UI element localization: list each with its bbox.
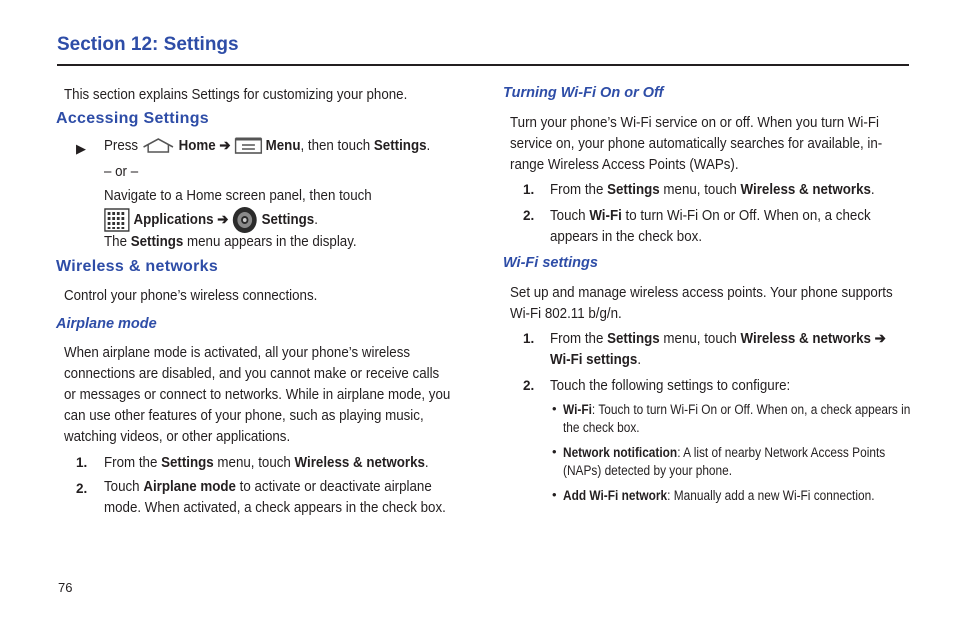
period: . xyxy=(870,182,875,198)
period: . xyxy=(637,352,642,368)
bullet-wifi xyxy=(563,400,910,419)
bullet-text: : A list of nearby Network Access Points xyxy=(677,445,886,460)
settings-label: Settings xyxy=(261,211,315,228)
home-icon xyxy=(142,137,175,155)
wifi-settings-paragraph-line-2: Wi-Fi 802.11 b/g/n. xyxy=(510,306,622,322)
settings-gear-icon xyxy=(232,206,258,234)
wifi-settings-step-2: Touch the following settings to configure: xyxy=(550,378,791,394)
airplane-paragraph-line-4: can use other features of your phone, such as playing music, xyxy=(64,408,424,424)
airplane-paragraph-line-3: or messages or connect to networks. While in airplane mode, you xyxy=(64,387,451,403)
turning-paragraph-line-3: range Wireless Access Points (WAPs). xyxy=(510,157,739,173)
wireless-networks-label: Wireless & networks xyxy=(294,455,425,471)
turning-paragraph-line-2: service on, your phone automatically searches for available, in- xyxy=(510,136,883,152)
step-text: menu, touch xyxy=(213,455,295,471)
heading-turning-wifi: Turning Wi-Fi On or Off xyxy=(503,85,664,101)
step-text: Touch xyxy=(550,208,590,224)
airplane-mode-label: Airplane mode xyxy=(143,479,236,495)
section-title: Section 12: Settings xyxy=(57,34,239,55)
heading-wireless-networks: Wireless & networks xyxy=(56,258,219,275)
bullet-dot: • xyxy=(552,401,557,416)
navigate-text: Navigate to a Home screen panel, then touch xyxy=(104,188,372,204)
menu-label: Menu xyxy=(265,138,301,154)
wifi-settings-step-1 xyxy=(550,329,886,350)
wifi-label: Wi-Fi xyxy=(589,208,622,224)
bullet-dot: • xyxy=(552,487,557,502)
settings-label: Settings xyxy=(607,331,660,347)
bullet-text: : Touch to turn Wi-Fi On or Off. When on, a check appears in xyxy=(591,402,911,417)
turning-step-1 xyxy=(550,180,875,201)
press-text: Press xyxy=(104,138,139,154)
then-touch-text: , then touch xyxy=(300,138,374,154)
wifi-settings-step-1-line-2 xyxy=(550,350,641,371)
step-text: to activate or deactivate airplane xyxy=(235,479,432,495)
home-label: Home xyxy=(178,138,216,154)
wifi-settings-paragraph-line-1: Set up and manage wireless access points. Your phone supports xyxy=(510,285,893,301)
wifi-term: Wi-Fi xyxy=(563,402,592,417)
bullet-wifi-line-2: the check box. xyxy=(563,420,640,435)
bullet-network-notification-line-2: (NAPs) detected by your phone. xyxy=(563,463,733,478)
turning-paragraph-line-1: Turn your phone’s Wi-Fi service on or off. When you turn Wi-Fi xyxy=(510,115,879,131)
step-number: 1. xyxy=(76,455,88,470)
period: . xyxy=(424,455,429,471)
wireless-networks-label: Wireless & networks ➔ xyxy=(740,331,886,347)
step-number: 1. xyxy=(523,182,535,197)
settings-label: Settings xyxy=(607,182,660,198)
step-text: From the xyxy=(104,455,162,471)
airplane-paragraph-line-1: When airplane mode is activated, all your phone’s wireless xyxy=(64,345,411,361)
heading-accessing-settings: Accessing Settings xyxy=(56,110,210,127)
applications-label: Applications xyxy=(133,211,214,228)
airplane-paragraph-line-2: connections are disabled, and you cannot make or receive calls xyxy=(64,366,440,382)
appears-text: menu appears in the display. xyxy=(183,234,357,250)
step-text: menu, touch xyxy=(659,182,741,198)
settings-label: Settings xyxy=(130,234,184,250)
triangle-bullet-icon: ▶ xyxy=(76,141,86,156)
heading-wifi-settings: Wi-Fi settings xyxy=(503,255,598,271)
turning-step-2 xyxy=(550,206,871,227)
arrow-icon: ➔ xyxy=(219,138,231,154)
period: . xyxy=(314,211,318,228)
applications-grid-icon xyxy=(104,208,130,232)
wifi-settings-label: Wi-Fi settings xyxy=(550,352,638,368)
step-text: From the xyxy=(550,331,608,347)
bullet-dot: • xyxy=(552,444,557,459)
heading-airplane-mode: Airplane mode xyxy=(56,316,157,332)
settings-label: Settings xyxy=(373,138,427,154)
step-text: menu, touch xyxy=(659,331,741,347)
settings-appears-text xyxy=(104,232,357,253)
title-rule xyxy=(57,64,909,66)
turning-step-2-line-2: appears in the check box. xyxy=(550,229,703,245)
bullet-text: : Manually add a new Wi-Fi connection. xyxy=(667,488,875,503)
step-text: to turn Wi-Fi On or Off. When on, a check xyxy=(621,208,871,224)
airplane-paragraph-line-5: watching videos, or other applications. xyxy=(64,429,291,445)
step-number: 1. xyxy=(523,331,535,346)
step-number: 2. xyxy=(523,378,535,393)
settings-label: Settings xyxy=(161,455,214,471)
menu-icon xyxy=(234,137,262,155)
step-number: 2. xyxy=(523,208,535,223)
airplane-step-1 xyxy=(104,453,429,474)
step-text: Touch xyxy=(104,479,144,495)
page-number: 76 xyxy=(58,580,73,595)
wireless-desc: Control your phone’s wireless connections. xyxy=(64,288,318,304)
step-text: From the xyxy=(550,182,608,198)
airplane-step-2 xyxy=(104,477,432,498)
arrow-icon: ➔ xyxy=(217,211,229,228)
airplane-step-2-line-2: mode. When activated, a check appears in the check box. xyxy=(104,500,446,516)
or-separator: – or – xyxy=(104,164,139,180)
step-number: 2. xyxy=(76,481,88,496)
wireless-networks-label: Wireless & networks xyxy=(740,182,871,198)
intro-text: This section explains Settings for customizing your phone. xyxy=(64,87,408,103)
add-wifi-network-term: Add Wi-Fi network xyxy=(563,488,668,503)
press-instruction xyxy=(104,136,430,157)
the-text: The xyxy=(104,234,131,250)
bullet-network-notification xyxy=(563,443,885,462)
period: . xyxy=(426,138,431,154)
network-notification-term: Network notification xyxy=(563,445,678,460)
bullet-add-wifi-network xyxy=(563,486,875,505)
applications-instruction xyxy=(104,206,318,234)
